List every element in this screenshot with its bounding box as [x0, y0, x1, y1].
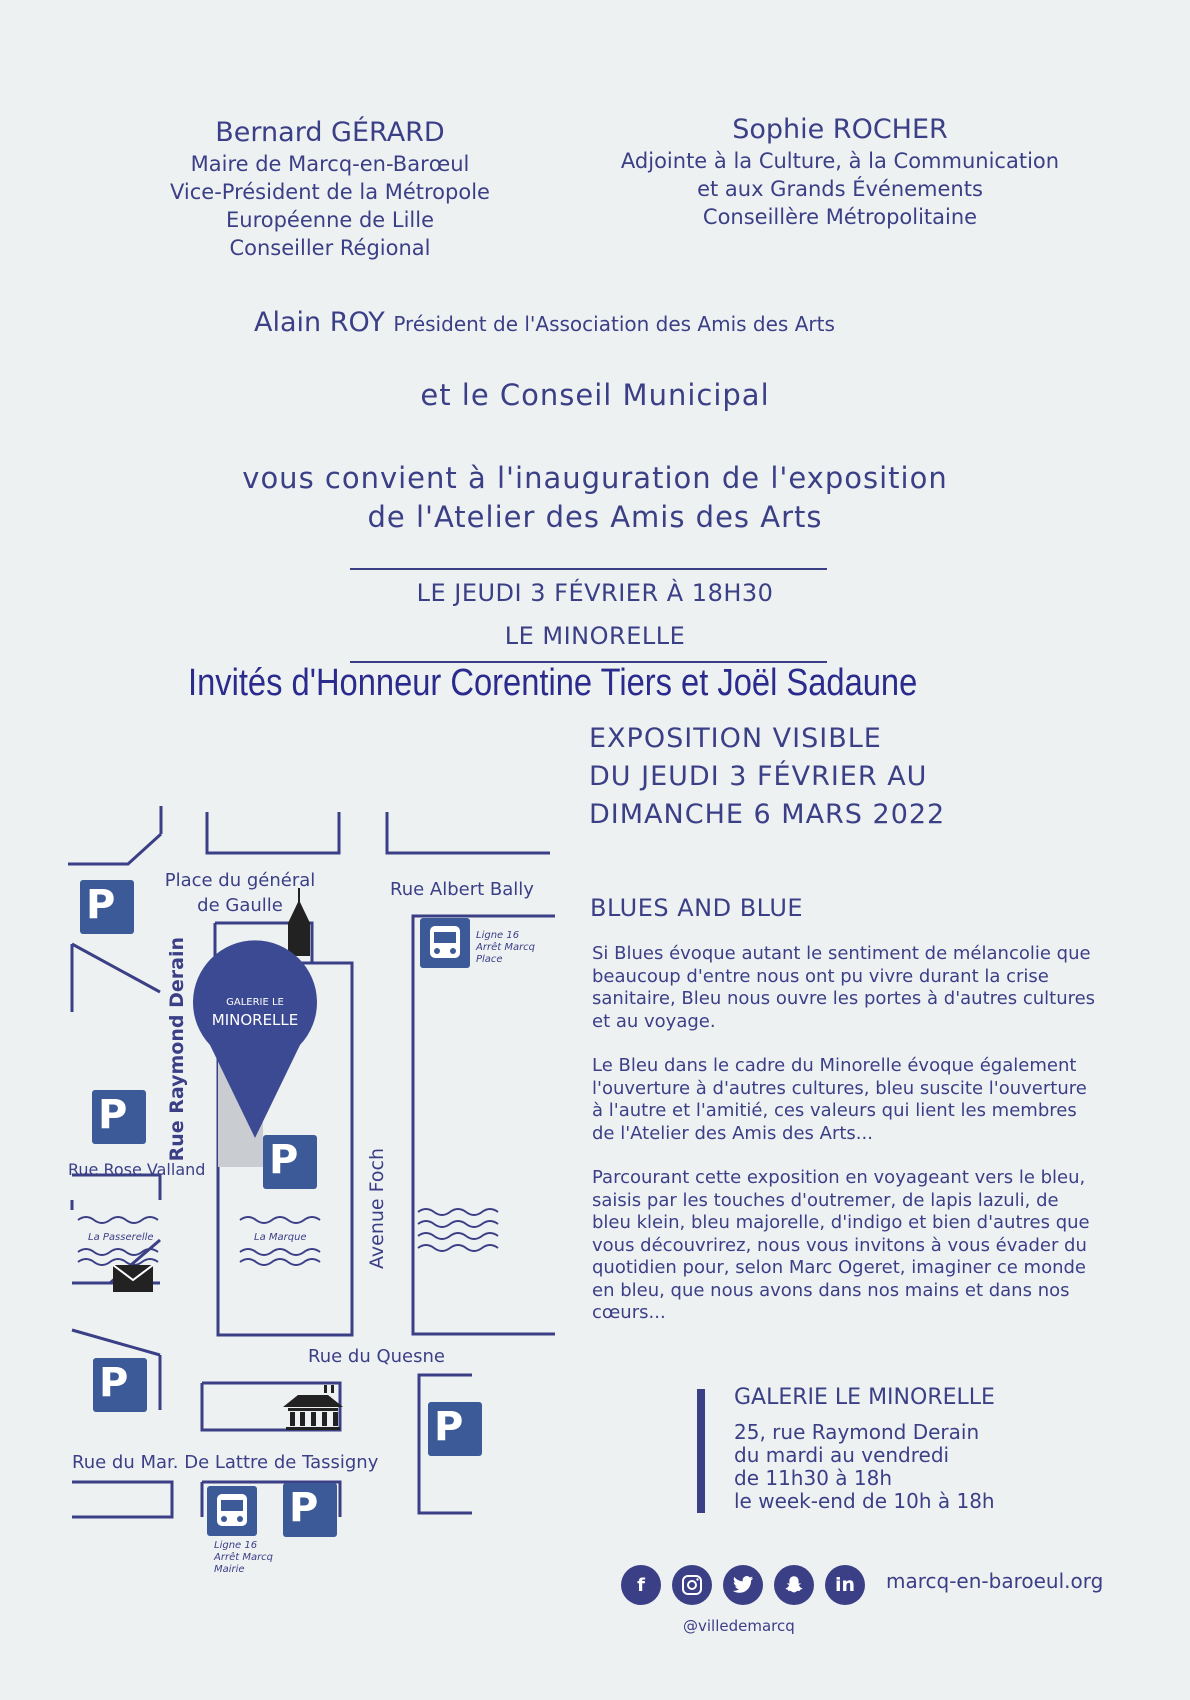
gallery-line: de 11h30 à 18h — [734, 1466, 893, 1490]
parking-letter: P — [86, 882, 116, 928]
host-left-name: Bernard GÉRARD — [215, 117, 445, 148]
host-right-title: Conseillère Métropolitaine — [702, 205, 978, 229]
expo-line: DIMANCHE 6 MARS 2022 — [589, 799, 946, 830]
host-right-name: Sophie ROCHER — [732, 114, 948, 145]
map-label-place — [150, 868, 330, 918]
map-label-passerelle: La Passerelle — [88, 1232, 154, 1243]
map-label-line: Place du général — [164, 870, 316, 891]
town-hall-icon — [283, 1385, 343, 1430]
gallery-line: 25, rue Raymond Derain — [734, 1420, 980, 1444]
map-label-albert-bally: Rue Albert Bally — [390, 879, 534, 900]
website-link[interactable]: marcq-en-baroeul.org — [886, 1569, 1104, 1593]
bus-label-line: Mairie — [214, 1564, 245, 1575]
gallery-line: le week-end de 10h à 18h — [734, 1489, 995, 1513]
gallery-name: GALERIE LE MINORELLE — [734, 1385, 995, 1410]
roy-name: Alain ROY — [254, 307, 385, 338]
host-right-title: Adjointe à la Culture, à la Communication — [620, 149, 1060, 173]
parking-letter: P — [289, 1485, 319, 1531]
pin-label-line: GALERIE LE — [226, 997, 284, 1008]
council-text: et le Conseil Municipal — [420, 378, 770, 412]
invitation-line: de l'Atelier des Amis des Arts — [367, 500, 823, 534]
parking-bike-icon — [263, 1135, 317, 1189]
parking-car-icon — [80, 880, 134, 934]
map-label-la-marque: La Marque — [254, 1232, 307, 1243]
galerie-pin-label — [198, 996, 312, 1030]
bus-top-label — [476, 930, 535, 966]
host-left-title: Européenne de Lille — [225, 208, 435, 232]
host-right-title: et aux Grands Événements — [697, 177, 983, 201]
social-handle[interactable]: @villedemarcq — [683, 1617, 795, 1635]
parking-car-icon — [283, 1483, 337, 1537]
map-label-rue-du-quesne: Rue du Quesne — [308, 1346, 445, 1367]
roy-title: Président de l'Association des Amis des Arts — [393, 312, 835, 336]
host-left-title: Maire de Marcq-en-Barœul — [190, 152, 470, 176]
galerie-pin — [193, 940, 317, 1138]
bus-icon — [207, 1486, 257, 1536]
invitation-line: vous convient à l'inauguration de l'exposition — [242, 461, 948, 495]
bus-label-line: Arrêt Marcq — [214, 1552, 274, 1563]
facebook-icon[interactable]: f — [621, 1565, 661, 1605]
map-label-lattre: Rue du Mar. De Lattre de Tassigny — [72, 1452, 379, 1473]
linkedin-icon[interactable]: in — [825, 1565, 865, 1605]
host-left-title: Vice-Président de la Métropole — [170, 180, 490, 204]
bus-icon — [420, 918, 470, 968]
parking-letter: P — [434, 1404, 464, 1450]
bus-label-line: Place — [476, 954, 503, 965]
pin-label-line: MINORELLE — [211, 1011, 299, 1029]
map-label-rose-valland: Rue Rose Valland — [68, 1160, 206, 1179]
parking-letter: P — [99, 1360, 129, 1406]
gallery-line: du mardi au vendredi — [734, 1443, 950, 1467]
bus-bottom-label — [214, 1540, 273, 1576]
bus-label-line: Arrêt Marcq — [476, 942, 536, 953]
host-left-title: Conseiller Régional — [229, 236, 431, 260]
parking-letter: P — [269, 1137, 299, 1183]
event-date: LE JEUDI 3 FÉVRIER À 18H30 — [416, 579, 774, 607]
article-paragraph: Si Blues évoque autant le sentiment de mélancolie que beaucoup d'entre nous ont pu vivre durant la crise sanitaire, Bleu nous ouvre les portes à d'autres cultures et au voyage. — [592, 943, 1096, 1032]
parking-bike-icon — [92, 1090, 146, 1144]
article-paragraph: Parcourant cette exposition en voyageant vers le bleu, saisis par les touches d'outremer, de lapis lazuli, de bleu klein, bleu majorelle, d'indigo et bien d'autres que vous découvrirez, nous vous invitons à vous évader du quotidien pour, selon Marc Ogeret, imaginer ce monde en bleu, que nous avons dans nos mains et dans nos cœurs... — [592, 1167, 1090, 1323]
mail-icon — [113, 1265, 153, 1292]
map-label-avenue-foch: Avenue Foch — [366, 1148, 388, 1269]
expo-line: DU JEUDI 3 FÉVRIER AU — [589, 761, 928, 792]
bus-label-line: Ligne 16 — [214, 1540, 258, 1551]
parking-letter: P — [98, 1092, 128, 1138]
article-title: BLUES AND BLUE — [590, 894, 804, 922]
map-label-line: de Gaulle — [197, 895, 283, 916]
parking-car-icon — [428, 1402, 482, 1456]
expo-line: EXPOSITION VISIBLE — [589, 723, 882, 754]
event-place: LE MINORELLE — [504, 622, 686, 650]
parking-car-icon — [93, 1358, 147, 1412]
map-label-raymond-derain: Rue Raymond Derain — [166, 937, 188, 1162]
article-paragraph: Le Bleu dans le cadre du Minorelle évoque également l'ouverture à d'autres cultures, bleu suscite l'ouverture à l'autre et l'amitié, ces valeurs qui lient les membres de l'Atelier des Amis des Arts... — [592, 1055, 1087, 1144]
bus-label-line: Ligne 16 — [476, 930, 520, 941]
honor-guests: Invités d'Honneur Corentine Tiers et Joël Sadaune — [188, 662, 918, 704]
